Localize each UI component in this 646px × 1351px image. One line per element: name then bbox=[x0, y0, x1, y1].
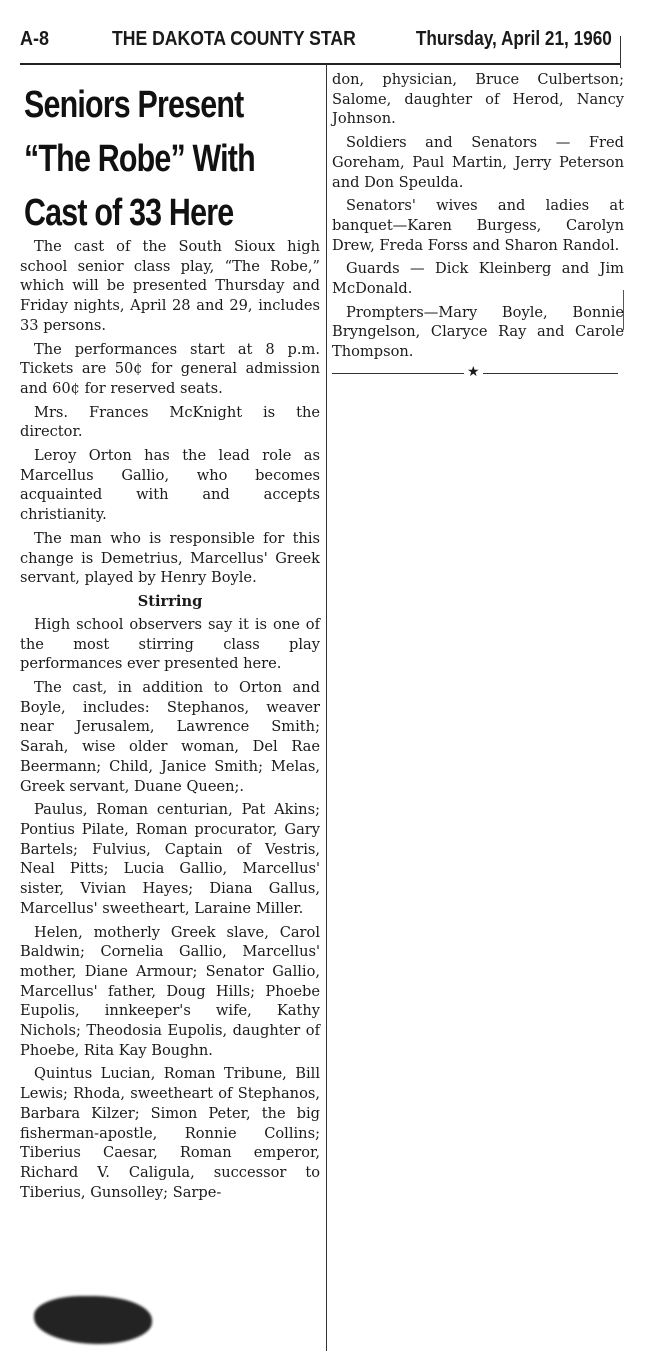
article-paragraph: Senators' wives and ladies at banquet—Karen Burgess, Carolyn Drew, Freda Forss and Sharon Randol. bbox=[332, 197, 624, 254]
article-paragraph: don, physician, Bruce Culbertson; Salome, daughter of Herod, Nancy Johnson. bbox=[332, 71, 624, 128]
right-edge-rule bbox=[620, 36, 621, 68]
article-paragraph: Guards — Dick Kleinberg and Jim McDonald. bbox=[332, 260, 624, 298]
masthead-rule bbox=[20, 63, 620, 65]
article-subhead: Stirring bbox=[137, 592, 203, 610]
issue-date: Thursday, April 21, 1960 bbox=[416, 28, 612, 50]
column-divider bbox=[326, 64, 327, 1351]
article-paragraph: Leroy Orton has the lead role as Marcellus Gallio, who becomes acquainted with and accepts christianity. bbox=[20, 447, 320, 524]
star-icon: ★ bbox=[464, 363, 483, 383]
article-column-left bbox=[20, 237, 320, 1206]
headline-line: “The Robe” With bbox=[24, 138, 255, 180]
article-paragraph: The performances start at 8 p.m. Tickets are 50¢ for general admission and 60¢ for reserved seats. bbox=[20, 340, 320, 397]
article-column-right bbox=[332, 70, 624, 380]
article-paragraph: The man who is responsible for this change is Demetrius, Marcellus' Greek servant, played by Henry Boyle. bbox=[20, 529, 320, 587]
article-paragraph: Helen, motherly Greek slave, Carol Baldwin; Cornelia Gallio, Marcellus' mother, Diane Armour; Senator Gallio, Marcellus' father, Doug Hills; Phoebe Eupolis, innkeeper's wife, Kathy Nichols; Theodosia Eupolis, daughter of Phoebe, Rita Kay Boughn. bbox=[20, 923, 320, 1059]
ink-smudge bbox=[34, 1296, 152, 1344]
article-headline bbox=[24, 78, 324, 240]
headline-line: Cast of 33 Here bbox=[24, 192, 234, 234]
article-paragraph: The cast, in addition to Orton and Boyle, includes: Stephanos, weaver near Jerusalem, Lawrence Smith; Sarah, wise older woman, Del Rae Beermann; Child, Janice Smith; Melas, Greek servant, Duane Queen;. bbox=[20, 679, 320, 795]
newspaper-name: THE DAKOTA COUNTY STAR bbox=[112, 28, 356, 50]
headline-line: Seniors Present bbox=[24, 84, 244, 126]
masthead bbox=[20, 28, 622, 62]
article-end-mark bbox=[332, 363, 624, 380]
article-paragraph: High school observers say it is one of the most stirring class play performances ever presented here. bbox=[20, 615, 320, 673]
article-paragraph: Mrs. Frances McKnight is the director. bbox=[20, 403, 320, 441]
article-paragraph: Prompters—Mary Boyle, Bonnie Bryngelson, Claryce Ray and Carole Thompson. bbox=[332, 303, 624, 361]
article-paragraph: The cast of the South Sioux high school senior class play, “The Robe,” which will be presented Thursday and Friday nights, April 28 and 29, includes 33 persons. bbox=[20, 238, 320, 334]
article-paragraph: Soldiers and Senators — Fred Goreham, Paul Martin, Jerry Peterson and Don Speulda. bbox=[332, 134, 624, 191]
article-paragraph: Paulus, Roman centurian, Pat Akins; Pontius Pilate, Roman procurator, Gary Bartels; Fulvius, Captain of Vestris, Neal Pitts; Lucia Gallio, Marcellus' sister, Vivian Hayes; Diana Gallus, Marcellus' sweetheart, Laraine Miller. bbox=[20, 801, 320, 917]
page-number: A-8 bbox=[20, 28, 50, 50]
article-paragraph: Quintus Lucian, Roman Tribune, Bill Lewis; Rhoda, sweetheart of Stephanos, Barbara Kilzer; Simon Peter, the big fisherman-apostle, Ronnie Collins; Tiberius Caesar, Roman emperor, Richard V. Caligula, successor to Tiberius, Gunsolley; Sarpe- bbox=[20, 1065, 320, 1201]
